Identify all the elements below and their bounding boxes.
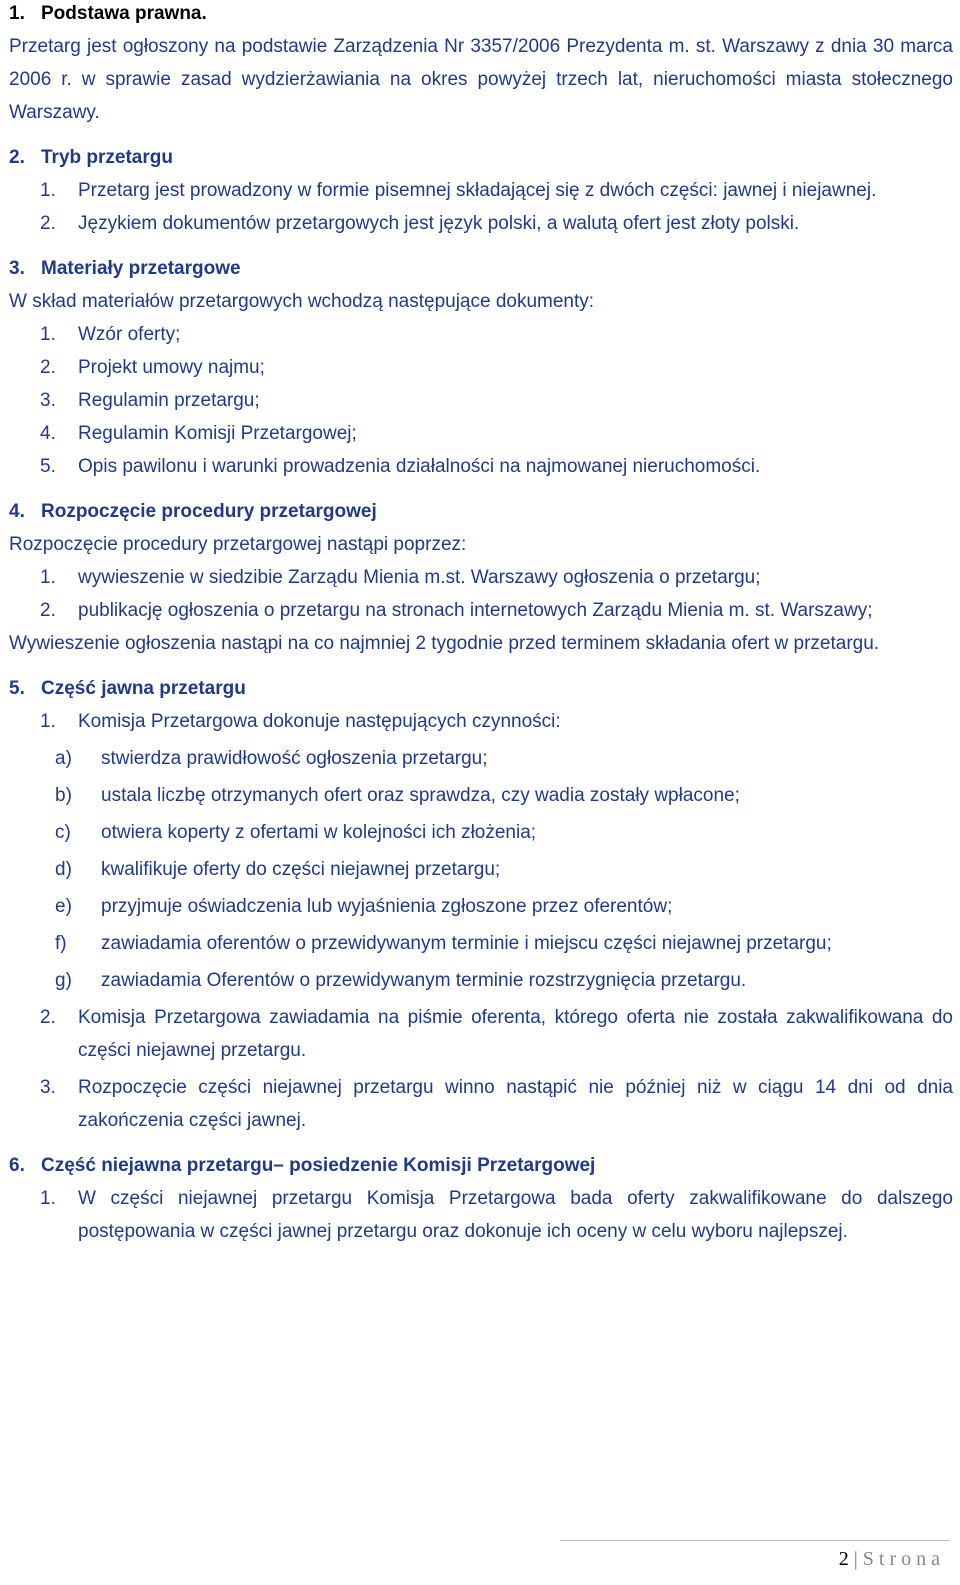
item-number: 1. xyxy=(40,567,56,588)
item-letter: g) xyxy=(55,970,72,991)
list-item xyxy=(40,705,953,738)
item-text: publikację ogłoszenia o przetargu na stronach internetowych Zarządu Mienia m. st. Warszawy; xyxy=(78,600,873,621)
item-letter: b) xyxy=(55,785,72,806)
item-text: Rozpoczęcie części niejawnej przetargu winno nastąpić nie później niż w ciągu 14 dni od dnia zakończenia części jawnej. xyxy=(78,1077,953,1131)
footer-divider xyxy=(560,1540,950,1541)
section-4-intro: Rozpoczęcie procedury przetargowej nastąpi poprzez: xyxy=(9,534,467,555)
document-page xyxy=(9,0,953,1248)
section-title: Część niejawna przetargu– posiedzenie Komisji Przetargowej xyxy=(41,1155,596,1176)
item-text: wywieszenie w siedzibie Zarządu Mienia m.st. Warszawy ogłoszenia o przetargu; xyxy=(78,567,761,588)
section-number: 5. xyxy=(9,678,25,699)
list-item xyxy=(55,742,953,775)
list-item xyxy=(40,318,953,351)
page-footer xyxy=(839,1543,945,1576)
section-4-heading xyxy=(9,495,953,528)
list-item xyxy=(40,384,953,417)
item-number: 1. xyxy=(40,1188,56,1209)
letter-list xyxy=(40,742,953,997)
list-item xyxy=(40,174,953,207)
section-2-list xyxy=(9,174,953,240)
list-item xyxy=(40,1182,953,1248)
item-number: 1. xyxy=(40,324,56,345)
item-text: kwalifikuje oferty do części niejawnej przetargu; xyxy=(101,859,501,880)
item-number: 1. xyxy=(40,711,56,732)
section-3-intro: W skład materiałów przetargowych wchodzą następujące dokumenty: xyxy=(9,291,595,312)
item-letter: c) xyxy=(55,822,71,843)
section-1-text: Przetarg jest ogłoszony na podstawie Zarządzenia Nr 3357/2006 Prezydenta m. st. Warszawy z dnia 30 marca 2006 r. w sprawie zasad wydzierżawiania na okres powyżej trzech lat, nieruchomości miasta stołecznego Warszawy. xyxy=(9,36,953,123)
list-item xyxy=(55,853,953,886)
item-text: przyjmuje oświadczenia lub wyjaśnienia zgłoszone przez oferentów; xyxy=(101,896,673,917)
section-6-heading xyxy=(9,1149,953,1182)
item-text: Komisja Przetargowa zawiadamia na piśmie oferenta, którego oferta nie została zakwalifikowana do części niejawnej przetargu. xyxy=(78,1007,953,1061)
item-number: 5. xyxy=(40,456,56,477)
section-2-heading xyxy=(9,141,953,174)
item-number: 2. xyxy=(40,357,56,378)
list-item xyxy=(55,890,953,923)
section-4-list xyxy=(9,561,953,627)
list-item xyxy=(40,351,953,384)
list-item xyxy=(40,1001,953,1067)
list-item xyxy=(40,207,953,240)
section-number: 3. xyxy=(9,258,25,279)
item-letter: d) xyxy=(55,859,72,880)
page-label: Strona xyxy=(862,1548,945,1570)
item-number: 3. xyxy=(40,390,56,411)
item-text: Regulamin przetargu; xyxy=(78,390,260,411)
item-text: zawiadamia Oferentów o przewidywanym terminie rozstrzygnięcia przetargu. xyxy=(101,970,747,991)
item-text: Językiem dokumentów przetargowych jest język polski, a walutą ofert jest złoty polski. xyxy=(78,213,800,234)
item-text: Regulamin Komisji Przetargowej; xyxy=(78,423,357,444)
page-number: 2 xyxy=(838,1548,849,1570)
item-number: 3. xyxy=(40,1077,56,1098)
section-title: Podstawa prawna. xyxy=(41,3,207,24)
section-number: 2. xyxy=(9,147,25,168)
section-number: 6. xyxy=(9,1155,25,1176)
section-4-outro: Wywieszenie ogłoszenia nastąpi na co najmniej 2 tygodnie przed terminem składania ofert w przetargu. xyxy=(9,633,880,654)
section-title: Materiały przetargowe xyxy=(41,258,241,279)
item-text: ustala liczbę otrzymanych ofert oraz sprawdza, czy wadia zostały wpłacone; xyxy=(101,785,740,806)
item-letter: e) xyxy=(55,896,72,917)
list-item xyxy=(40,1071,953,1137)
item-number: 2. xyxy=(40,600,56,621)
item-text: Komisja Przetargowa dokonuje następujących czynności: xyxy=(78,711,561,732)
list-item xyxy=(40,594,953,627)
item-text: stwierdza prawidłowość ogłoszenia przetargu; xyxy=(101,748,488,769)
section-5-list xyxy=(9,705,953,1137)
item-text: Opis pawilonu i warunki prowadzenia działalności na najmowanej nieruchomości. xyxy=(78,456,761,477)
item-letter: f) xyxy=(55,933,67,954)
item-number: 4. xyxy=(40,423,56,444)
section-title: Część jawna przetargu xyxy=(41,678,246,699)
item-number: 2. xyxy=(40,1007,56,1028)
item-text: Przetarg jest prowadzony w formie pisemnej składającej się z dwóch części: jawnej i niejawnej. xyxy=(78,180,877,201)
list-item xyxy=(55,927,953,960)
section-number: 4. xyxy=(9,501,25,522)
item-number: 2. xyxy=(40,213,56,234)
section-number: 1. xyxy=(9,3,25,24)
list-item xyxy=(40,561,953,594)
section-title: Tryb przetargu xyxy=(41,147,173,168)
section-6-list xyxy=(9,1182,953,1248)
item-text: Projekt umowy najmu; xyxy=(78,357,265,378)
item-number: 1. xyxy=(40,180,56,201)
list-item xyxy=(55,779,953,812)
list-item xyxy=(55,964,953,997)
list-item xyxy=(55,816,953,849)
section-5-heading xyxy=(9,672,953,705)
item-text: W części niejawnej przetargu Komisja Przetargowa bada oferty zakwalifikowane do dalszego postępowania w części jawnej przetargu oraz dokonuje ich oceny w celu wyboru najlepszej. xyxy=(78,1188,953,1242)
list-item xyxy=(40,450,953,483)
section-3-list xyxy=(9,318,953,483)
list-item xyxy=(40,417,953,450)
section-1-heading xyxy=(9,0,953,30)
footer-separator: | xyxy=(853,1548,858,1570)
item-text: zawiadamia oferentów o przewidywanym terminie i miejscu części niejawnej przetargu; xyxy=(101,933,832,954)
item-letter: a) xyxy=(55,748,72,769)
section-3-heading xyxy=(9,252,953,285)
item-text: Wzór oferty; xyxy=(78,324,181,345)
section-title: Rozpoczęcie procedury przetargowej xyxy=(41,501,377,522)
item-text: otwiera koperty z ofertami w kolejności ich złożenia; xyxy=(101,822,537,843)
